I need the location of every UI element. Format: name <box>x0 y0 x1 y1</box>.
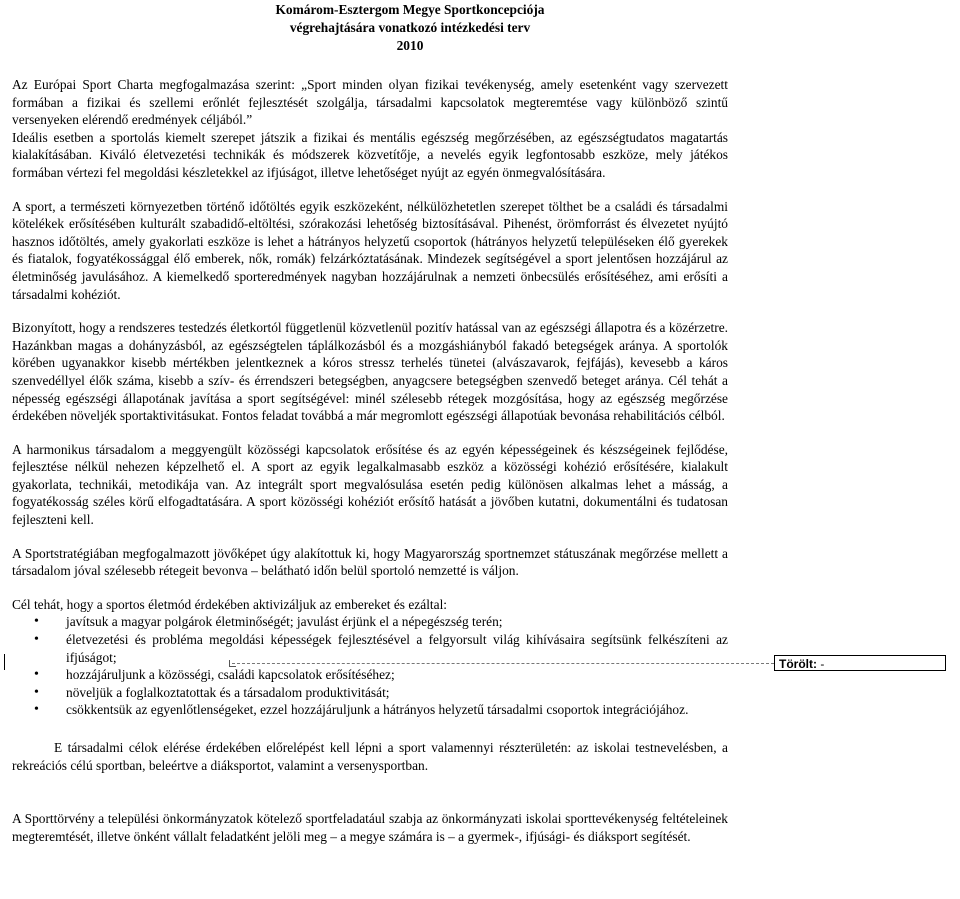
paragraph-sportstrategia: A Sportstratégiában megfogalmazott jövőképet úgy alakítottuk ki, hogy Magyarország sportnemzet státuszának megőrzése mellett a társadalom jóval szélesebb rétegeit bevonva – belátható időn belül sportoló nemzetté is váljon. <box>12 545 728 579</box>
goal-list <box>12 613 728 719</box>
revision-balloon[interactable] <box>774 655 946 671</box>
title-line-1: Komárom-Esztergom Megye Sportkoncepciója <box>275 2 545 17</box>
paragraph-sport-kornyezet: A sport, a természeti környezetben történő időtöltés egyik eszközeként, nélkülözhetetlen szerepet tölthet be a családi és társadalmi kötelékek erősítésében kulturált szabadidő-eltöltési, szórakozási lehetőség biztosításával. Pihenést, örömforrást és élvezetet nyújtó hasznos időtöltés, amely gyakorlati eszköze is lehet a hátrányos helyzetű csoportok (hátrányos helyzetű településeken élő gyerekek és fiatalok, fogyatékossággal élő emberek, nők, romák) felzárkóztatásának. Mindezek segítségével a sport jelentősen hozzájárul az életminőség javulásához. A kiemelkedő sporteredmények nagyban hozzájárulnak a nemzeti önbecsülés erősítéséhez, ami erősíti a társadalmi kohéziót. <box>12 198 728 302</box>
paragraph-sporttorveny: A Sporttörvény a települési önkormányzatok kötelező sportfeladatául szabja az önkormányzati iskolai sporttevékenység feltételeinek megteremtését, illetve önként vállalt feladatként jelöli meg – a megye számára is – a gyermek-, ifjúsági- és diáksport segítését. <box>12 811 728 844</box>
revision-connector-line <box>232 663 774 665</box>
title-year: 2010 <box>396 38 424 53</box>
list-item: • csökkentsük az egyenlőtlenségeket, ezzel hozzájáruljunk a hátrányos helyzetű társadalmi csoportok integrációjához. <box>12 701 728 719</box>
revision-text: - <box>820 657 825 671</box>
list-item: • hozzájáruljunk a közösségi, családi kapcsolatok erősítéséhez; <box>12 666 728 684</box>
list-item: • növeljük a foglalkoztatottak és a társadalom produktivitását; <box>12 684 728 702</box>
revision-label: Törölt: <box>779 657 817 671</box>
paragraph-egeszseg: Bizonyított, hogy a rendszeres testedzés életkortól függetlenül közvetlenül pozitív hatással van az egészségi állapotra és a közérzetre. Hazánkban magas a dohányzásból, az egészségtelen táplálkozásból és a mozgáshiányból fakadó betegségek aránya. A sportolók körében ugyanakkor kisebb mértékben jelentkeznek a kóros stressz terhelés tünetei (alvászavarok, fejfájás), kevesebb a káros szenvedéllyel élők száma, kisebb a szív- és érrendszeri betegségben, anyagcsere betegségben szenvedő beteget aránya. Cél tehát a népesség egészségi állapotának javítása a sport segítségével: minél szélesebb rétegek mozgósítása, hogy az egészség megőrzése érdekében növeljék sportaktivitásukat. Fontos feladat továbbá a már megromlott egészségi állapotúak bevonása rehabilitációs célból. <box>12 320 728 424</box>
paragraph-charta: Az Európai Sport Charta megfogalmazása szerint: „Sport minden olyan fizikai tevékenység, amely esetenként vagy szervezett formában a fizikai és szellemi erőnlét fejlesztését szolgálja, társadalmi kapcsolatok megteremtése vagy különböző szintű versenyeken elérendő eredmények céljából.” <box>12 77 728 128</box>
paragraph-idealis: Ideális esetben a sportolás kiemelt szerepet játszik a fizikai és mentális egészség megőrzésében, az egészségtudatos magatartás kialakításában. Kiváló életvezetési technikák és módszerek közvetítője, a nevelés egyik legfontosabb eszköze, mely játékos formában vértezi fel megoldási készletekkel az ifjúságot, illetve lehetőséget nyújt az egyén önmegvalósítására. <box>12 129 728 180</box>
list-item: • életvezetési és probléma megoldási képességek fejlesztésével a felgyorsult világ kihívásaira segítsünk felkészíteni az ifjúságot; <box>12 631 728 666</box>
paragraph-tarsadalmi-celok: E társadalmi célok elérése érdekében előrelépést kell lépni a sport valamennyi részterületén: az iskolai testnevelésben, a rekreációs célú sportban, beleértve a diáksportot, valamint a versenysportban. <box>12 740 728 773</box>
document-page <box>12 0 728 845</box>
title-line-2: végrehajtására vonatkozó intézkedési terv <box>289 20 531 35</box>
list-item: • javítsuk a magyar polgárok életminőségét; javulást érjünk el a népegészség terén; <box>12 613 728 631</box>
paragraph-cel: Cél tehát, hogy a sportos életmód érdekében aktivizáljuk az embereket és ezáltal: <box>12 596 448 612</box>
paragraph-harmonikus: A harmonikus társadalom a meggyengült közösségi kapcsolatok erősítése és az egyén képességeinek és készségeinek fejlődése, fejlesztése nélkül nehezen képzelhető el. A sport az egyik legalkalmasabb eszköz a közösségi kohézió erősítésére, kialakult gyakorlata, technikái, metodikája van. Az integrált sport megvalósulása esetén pedig különösen alkalmas lehet a másság, a fogyatékosság széles körű elfogadtatására. A sport közösségi kohéziót erősítő hatását a jövőben kutatni, dokumentálni és tudatosan fejleszteni kell. <box>12 441 728 528</box>
revision-change-bar <box>4 654 5 670</box>
